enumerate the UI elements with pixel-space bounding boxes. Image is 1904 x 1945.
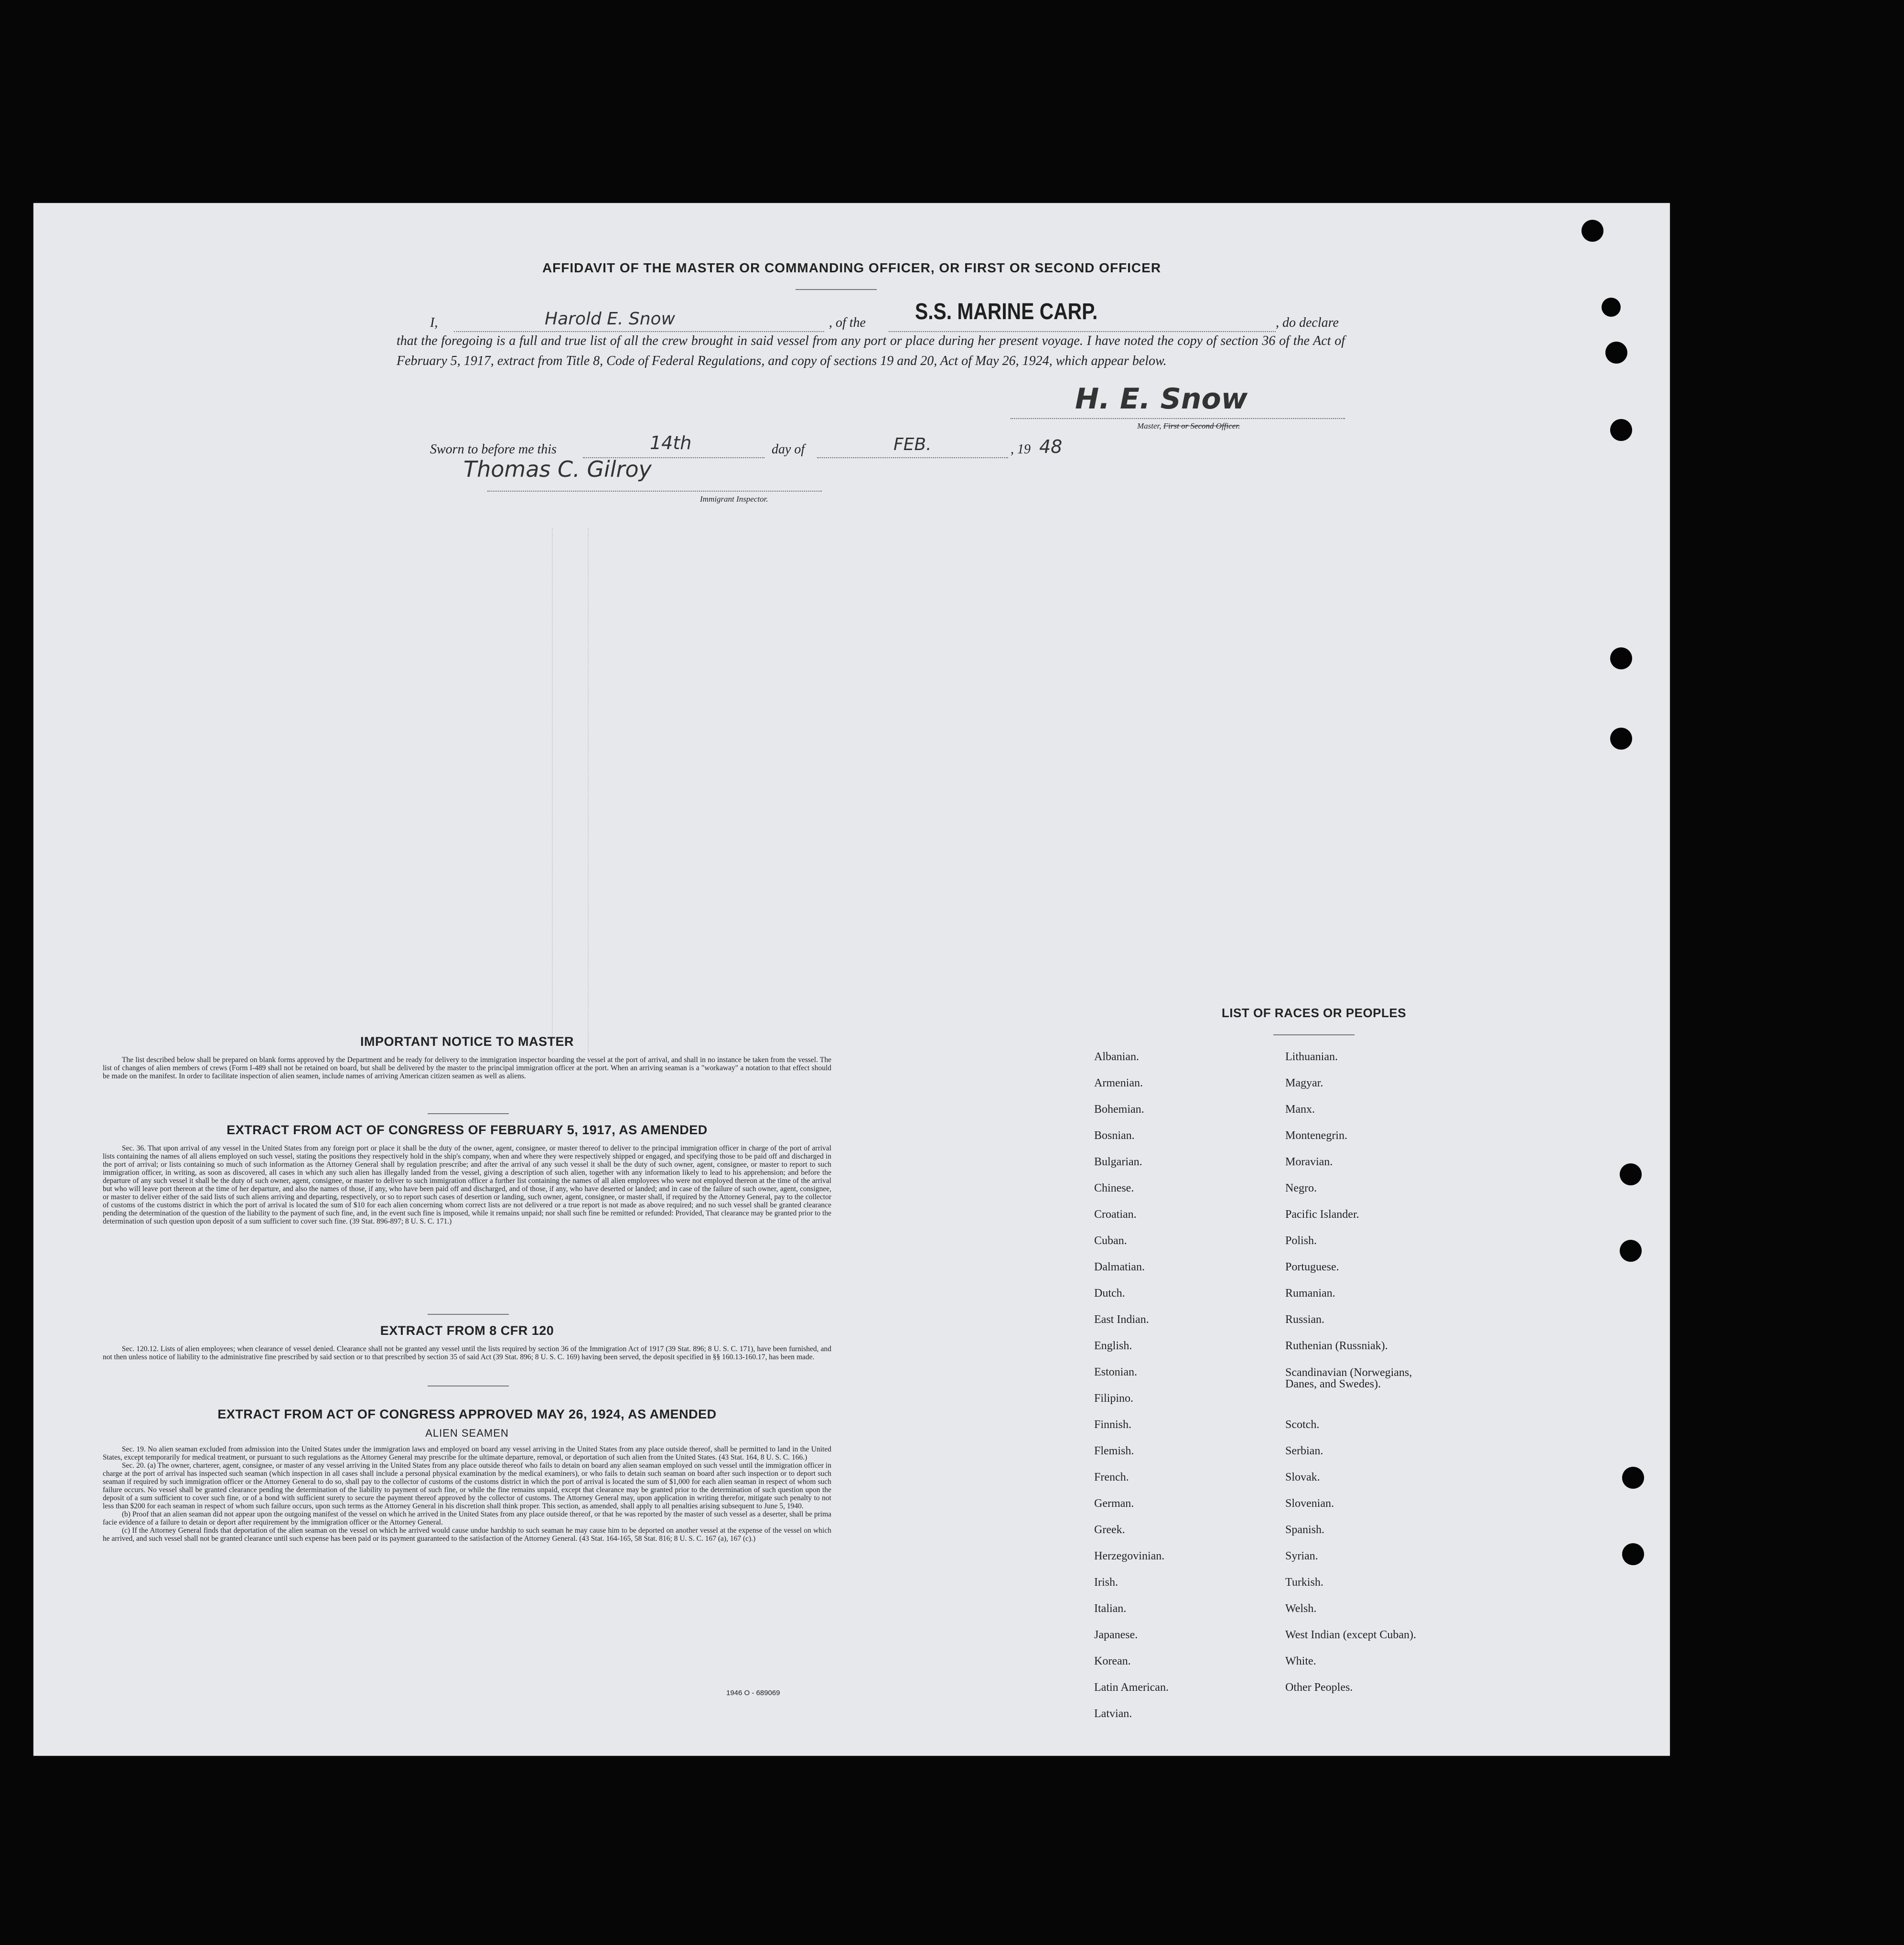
race-item: Montenegrin. (1285, 1129, 1347, 1142)
race-item: Turkish. (1285, 1576, 1323, 1589)
race-item: Ruthenian (Russniak). (1285, 1340, 1388, 1352)
inspector-signature: Thomas C. Gilroy (463, 456, 652, 482)
race-item: Japanese. (1094, 1629, 1138, 1641)
race-item: German. (1094, 1497, 1134, 1510)
punch-hole (1602, 298, 1621, 317)
of-the-label: , of the (829, 315, 866, 330)
race-item: Negro. (1285, 1182, 1317, 1194)
faint-ruling-marks (588, 528, 593, 1053)
race-item: Dalmatian. (1094, 1261, 1145, 1273)
punch-hole (1605, 342, 1627, 364)
extract-1917-rule (428, 1314, 509, 1315)
extract-cfr-title: EXTRACT FROM 8 CFR 120 (380, 1323, 554, 1338)
declaration-text: that the foregoing is a full and true list of all the crew brought in said vessel from any port or place during her present voyage. I have noted the copy of section 36 of the Act of February 5, 1917, extract from Title 8, Code of Federal Regulations, and copy of sections 19 and 20, Act of May 26, 1924, which appear below. (397, 333, 1345, 368)
race-item: Pacific Islander. (1285, 1208, 1359, 1221)
inspector-line (487, 491, 822, 492)
race-item: Chinese. (1094, 1182, 1134, 1194)
race-item: Other Peoples. (1285, 1681, 1353, 1694)
race-item: Bohemian. (1094, 1103, 1144, 1116)
races-title: LIST OF RACES OR PEOPLES (1221, 1006, 1407, 1020)
extract-1917-text: Sec. 36. That upon arrival of any vessel in the United States from any foreign port or place it shall be the duty of the owner, agent, consignee, or master thereof to deliver to the principal immigration officer in charge of the port of arrival lists containing the names of all aliens employed on such vessel, stating the positions they respectively hold in the ship's company, when and where they were respectively shipped or engaged, and specifying those to be paid off and discharged in the port of arrival; or lists containing so much of such information as the Attorney General shall by regulation prescribe; and after the arrival of any such vessel it shall be the duty of such owner, agent, consignee, or master to report to such immigration officer, in writing, as soon as discovered, all cases in which any such alien has illegally landed from the vessel, giving a description of such alien, together with any information likely to lead to his apprehension; and before the departure of any such vessel it shall be the duty of such owner, agent, consignee, or master to deliver to such immigration officer a further list containing the names of all alien employees who were not employed thereon at the time of the arrival but who will leave port thereon at the time of her departure, and also the names of those, if any, who have been paid off and discharged, and of those, if any, who have deserted or landed; and in case of the failure of such owner, agent, consignee, or master to deliver either of the said lists of such aliens arriving and departing, respectively, or so to report such cases of desertion or landing, such owner, agent, consignee, or master shall, if required by the Attorney General, pay to the collector of customs of the customs district in which the port of arrival is located the sum of $10 for each alien concerning whom correct lists are not delivered or a true report is not made as above required; and no such vessel shall be granted clearance pending the determination of the question of the liability to the payment of such fine, and, in the event such fine is imposed, while it remains unpaid; nor shall such fine be remitted or refunded: Provided, That clearance may be granted prior to the determination of such question upon deposit of a sum sufficient to cover such fine. (39 Stat. 896-897; 8 U. S. C. 171.) (103, 1144, 831, 1225)
extract-1917-title: EXTRACT FROM ACT OF CONGRESS OF FEBRUARY 5, 1917, AS AMENDED (226, 1123, 708, 1137)
alien-seamen-subtitle: ALIEN SEAMEN (425, 1427, 509, 1439)
master-signature: H. E. Snow (1075, 382, 1248, 416)
race-item: West Indian (except Cuban). (1285, 1629, 1416, 1641)
notice-text: The list described below shall be prepared on blank forms approved by the Department and be ready for delivery to the immigration inspector boarding the vessel at the port of arrival, and shall in no instance be taken from the vessel. The list of changes of alien members of crews (Form I-489 shall not be retained on board, but shall be delivered by the master to the principal immigration officer at the port. When an arriving seaman is a "workaway" a notation to that effect should be made on the manifest. In order to facilitate inspection of alien seamen, include names of arriving American citizen seamen as well as aliens. (103, 1056, 831, 1080)
extract-1924-body (103, 1445, 831, 1543)
race-item: Manx. (1285, 1103, 1315, 1116)
do-declare-label: , do declare (1276, 315, 1339, 330)
extract-1924-title: EXTRACT FROM ACT OF CONGRESS APPROVED MAY 26, 1924, AS AMENDED (217, 1407, 717, 1421)
race-item: Moravian. (1285, 1156, 1333, 1168)
master-caption: Master, First or Second Officer. (1137, 421, 1240, 430)
day-of-label: day of (772, 442, 805, 457)
race-item: Greek. (1094, 1524, 1125, 1536)
sworn-label: Sworn to before me this (430, 442, 557, 457)
races-column-2 (1285, 1044, 1443, 1701)
i-prefix: I, (430, 315, 438, 330)
punch-hole (1610, 647, 1632, 669)
race-item: Russian. (1285, 1313, 1325, 1326)
race-item: Estonian. (1094, 1366, 1137, 1378)
race-item: Scotch. (1285, 1418, 1320, 1431)
race-item: Portuguese. (1285, 1261, 1339, 1273)
print-code: 1946 O - 689069 (726, 1689, 780, 1697)
race-item: Slovak. (1285, 1471, 1320, 1483)
race-item: Flemish. (1094, 1445, 1134, 1457)
race-item: Cuban. (1094, 1235, 1127, 1247)
race-item: East Indian. (1094, 1313, 1149, 1326)
section-20a-text: Sec. 20. (a) The owner, charterer, agent, consignee, or master of any vessel arriving in the United States from any place outside thereof who fails to detain on board any alien seaman employed on such vessel until the immigration officer in charge at the port of arrival has inspected such seaman (which inspection in all cases shall include a personal physical examination by the medical examiners), or who fails to detain such seaman on board after such inspection or to deport such seaman if required by such immigration officer or the Attorney General to do so, shall pay to the collector of customs of the customs district in which the port of arrival is located the sum of $1,000 for each alien seaman in respect of whom such failure occurs. No vessel shall be granted clearance pending the determination of the liability to payment of such fine, or while the fine remains unpaid, except that clearance may be granted prior to the determination of such question upon the deposit of a sum sufficient to cover such fine, or of a bond with sufficient surety to secure the payment thereof approved by the collector of customs. The Attorney General may, upon application in writing therefor, mitigate such penalty to not less than $200 for each seaman in respect of whom such failure occurs, upon such terms as the Attorney General in his discretion shall think proper. This section, as amended, shall apply to all penalties arising subsequent to June 5, 1940. (103, 1461, 831, 1510)
race-item: Slovenian. (1285, 1497, 1334, 1510)
affidavit-title: AFFIDAVIT OF THE MASTER OR COMMANDING OFFICER, OR FIRST OR SECOND OFFICER (542, 260, 1162, 275)
punch-hole (1622, 1467, 1644, 1489)
year-prefix: , 19 (1011, 442, 1031, 457)
race-item: Bulgarian. (1094, 1156, 1142, 1168)
title-rule (796, 289, 877, 290)
section-19-text: Sec. 19. No alien seaman excluded from admission into the United States under the immigration laws and employed on board any vessel arriving in the United States from any place outside thereof, shall be permitted to land in the United States, except temporarily for medical treatment, or pursuant to such regulations as the Attorney General may prescribe for the ultimate departure, removal, or deportation of such alien from the United States. (43 Stat. 164, 8 U. S. C. 166.) (103, 1445, 831, 1461)
signature-line (1011, 418, 1345, 419)
race-item: Rumanian. (1285, 1287, 1335, 1300)
races-column-1 (1094, 1044, 1169, 1727)
year-suffix-handwritten: 48 (1039, 436, 1063, 457)
section-20c-text: (c) If the Attorney General finds that deportation of the alien seaman on the vessel on which he arrived would cause undue hardship to such seaman he may cause him to be deported on another vessel at the expense of the vessel on which he arrived, and such vessel shall not be granted clearance until such expense has been paid or its payment guaranteed to the satisfaction of the Attorney General. (43 Stat. 164-165, 58 Stat. 816; 8 U. S. C. 167 (a), 167 (c).) (103, 1526, 831, 1543)
race-item: Irish. (1094, 1576, 1118, 1589)
race-item: Lithuanian. (1285, 1051, 1338, 1063)
race-item: Finnish. (1094, 1418, 1132, 1431)
section-20b-text: (b) Proof that an alien seaman did not appear upon the outgoing manifest of the vessel on which he arrived in the United States from any place outside thereof, or that he was reported by the master of such vessel as a deserter, shall be prima facie evidence of a failure to detain or deport after requirement by the immigration officer or the Attorney General. (103, 1510, 831, 1526)
race-item: English. (1094, 1340, 1132, 1352)
punch-hole (1622, 1543, 1644, 1565)
race-item: Dutch. (1094, 1287, 1125, 1300)
races-rule (1273, 1034, 1355, 1035)
faint-ruling-marks (552, 528, 558, 1053)
race-item: Albanian. (1094, 1051, 1139, 1063)
sworn-month-line (817, 457, 1008, 458)
race-item: Spanish. (1285, 1524, 1325, 1536)
punch-hole (1620, 1163, 1642, 1185)
race-item: Bosnian. (1094, 1129, 1135, 1142)
race-item: Latvian. (1094, 1708, 1132, 1720)
race-item: Syrian. (1285, 1550, 1318, 1562)
punch-hole (1610, 419, 1632, 441)
race-item: Magyar. (1285, 1077, 1323, 1089)
race-item: Croatian. (1094, 1208, 1137, 1221)
race-item: Herzegovinian. (1094, 1550, 1165, 1562)
sworn-month-handwritten: FEB. (893, 435, 932, 454)
race-item: French. (1094, 1471, 1129, 1483)
extract-cfr-text: Sec. 120.12. Lists of alien employees; when clearance of vessel denied. Clearance shall not be granted any vessel until the lists required by section 36 of the Immigration Act of 1917 (39 Stat. 896; 8 U. S. C. 171), have been furnished, and not then unless notice of liability to the administrative fine prescribed by said section or to that prescribed by section 35 of said Act (39 Stat. 896; 8 U. S. C. 169) having been served, the deposit specified in §§ 160.13-160.17, has been made. (103, 1345, 831, 1361)
race-item: White. (1285, 1655, 1316, 1667)
race-item: Serbian. (1285, 1445, 1323, 1457)
punch-hole (1581, 220, 1603, 242)
notice-title: IMPORTANT NOTICE TO MASTER (360, 1034, 574, 1049)
vessel-name-stamp: S.S. MARINE CARP. (915, 299, 1098, 324)
notice-rule (428, 1113, 509, 1114)
race-item: Polish. (1285, 1235, 1317, 1247)
race-item: Latin American. (1094, 1681, 1169, 1694)
race-item: Armenian. (1094, 1077, 1143, 1089)
race-item: Korean. (1094, 1655, 1131, 1667)
race-item: Filipino. (1094, 1392, 1134, 1405)
punch-hole (1620, 1240, 1642, 1262)
document-sheet (33, 203, 1670, 1756)
sworn-day-handwritten: 14th (650, 432, 692, 453)
race-item: Italian. (1094, 1602, 1127, 1615)
inspector-caption: Immigrant Inspector. (700, 494, 768, 504)
master-name-handwritten: Harold E. Snow (545, 309, 676, 329)
race-item: Scandinavian (Norwegians, Danes, and Swedes). (1285, 1366, 1412, 1390)
punch-hole (1610, 728, 1632, 750)
race-item: Welsh. (1285, 1602, 1317, 1615)
